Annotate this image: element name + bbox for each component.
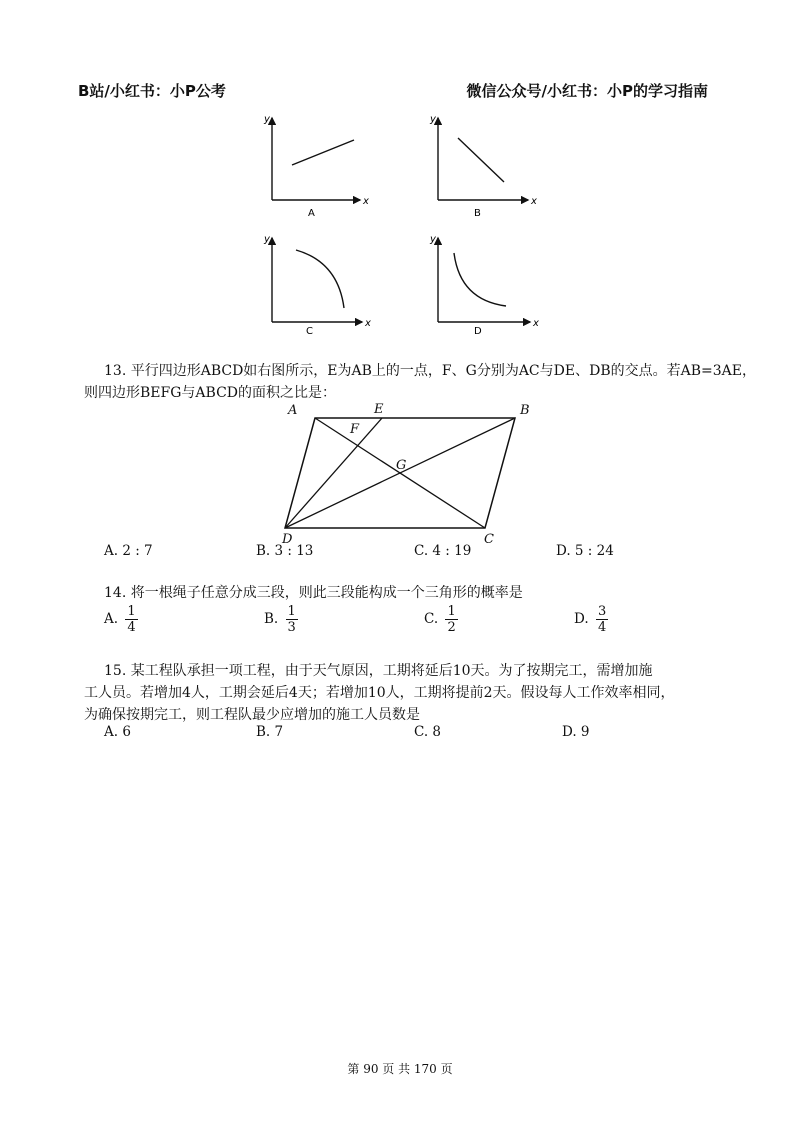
q14-option-c[interactable] [424, 604, 458, 635]
fraction-denominator: 4 [127, 620, 136, 635]
header-right: 微信公众号/小红书：小P的学习指南 [466, 82, 708, 100]
q14-option-a-letter: A. [104, 611, 119, 627]
label-f: F [350, 422, 360, 437]
q15-option-a[interactable]: A. 6 [104, 724, 131, 740]
q13-option-d[interactable]: D. 5 : 24 [556, 543, 614, 559]
graph-c-label: C [306, 326, 313, 337]
fraction-denominator: 2 [447, 620, 456, 635]
fraction-numerator: 1 [287, 604, 296, 619]
q14-option-a[interactable] [104, 604, 138, 635]
graph-b-label: B [474, 208, 481, 219]
q15-option-b[interactable]: B. 7 [256, 724, 284, 740]
q14-option-a-fraction [125, 604, 137, 635]
q15-option-d[interactable]: D. 9 [562, 724, 590, 740]
graph-d-y-label: y [430, 234, 436, 245]
q15-line3: 为确保按期完工，则工程队最少应增加的施工人员数是 [84, 707, 420, 723]
q14-option-d-fraction [596, 604, 608, 635]
q14-option-c-fraction [445, 604, 457, 635]
fraction-numerator: 1 [127, 604, 136, 619]
page-number: 第 90 页 共 170 页 [347, 1062, 453, 1076]
fraction-numerator: 1 [447, 604, 456, 619]
graph-d-curve [454, 253, 506, 306]
header-left: B站/小红书：小P公考 [78, 82, 226, 100]
graph-a-y-label: y [264, 114, 270, 125]
fraction-denominator: 3 [287, 620, 296, 635]
label-a: A [288, 403, 298, 418]
fraction-numerator: 3 [597, 604, 607, 619]
label-e: E [374, 402, 384, 417]
label-b: B [520, 403, 530, 418]
label-d: D [282, 532, 293, 545]
q14-option-d-letter: D. [574, 611, 589, 627]
graph-b [429, 114, 537, 219]
graph-c-y-label: y [264, 234, 270, 245]
graph-b-line [458, 138, 504, 182]
label-g: G [396, 458, 407, 473]
q15-line1: 15. 某工程队承担一项工程，由于天气原因，工期将延后10天。为了按期完工，需增加施 [104, 663, 653, 679]
q15-line2: 工人员。若增加4人，工期会延后4天；若增加10人，工期将提前2天。假设每人工作效率相同， [84, 685, 675, 701]
q13-option-b[interactable]: B. 3 : 13 [256, 543, 314, 559]
graph-d-x-label: x [533, 318, 539, 329]
q14-text: 14. 将一根绳子任意分成三段，则此三段能构成一个三角形的概率是 [104, 585, 523, 601]
graph-a-line [292, 140, 354, 165]
q13-option-c[interactable]: C. 4 : 19 [414, 543, 472, 559]
q14-option-d[interactable] [574, 604, 608, 635]
q14-option-b-letter: B. [264, 611, 279, 627]
graph-b-x-label: x [531, 196, 537, 207]
q14-option-b[interactable] [264, 604, 298, 635]
answer-graphs [250, 110, 550, 340]
graph-a [263, 114, 369, 219]
graph-a-label: A [308, 208, 315, 219]
graph-d [429, 234, 539, 337]
graph-c-x-label: x [365, 318, 371, 329]
fraction-denominator: 4 [597, 620, 607, 635]
q13-option-a[interactable]: A. 2 : 7 [104, 543, 153, 559]
q15-option-c[interactable]: C. 8 [414, 724, 442, 740]
q13-line1: 13. 平行四边形ABCD如右图所示，E为AB上的一点，F、G分别为AC与DE、DB的交点。若AB=3AE， [104, 363, 756, 379]
label-c: C [484, 532, 494, 545]
graph-a-x-label: x [363, 196, 369, 207]
graph-d-label: D [474, 326, 482, 337]
graph-b-y-label: y [430, 114, 436, 125]
q13-line2: 则四边形BEFG与ABCD的面积之比是： [84, 385, 336, 401]
graph-c [263, 234, 371, 337]
q14-option-b-fraction [286, 604, 298, 635]
diagonal-bd [285, 418, 515, 528]
q14-option-c-letter: C. [424, 611, 439, 627]
parallelogram-figure [270, 400, 550, 545]
graph-c-curve [296, 250, 344, 308]
